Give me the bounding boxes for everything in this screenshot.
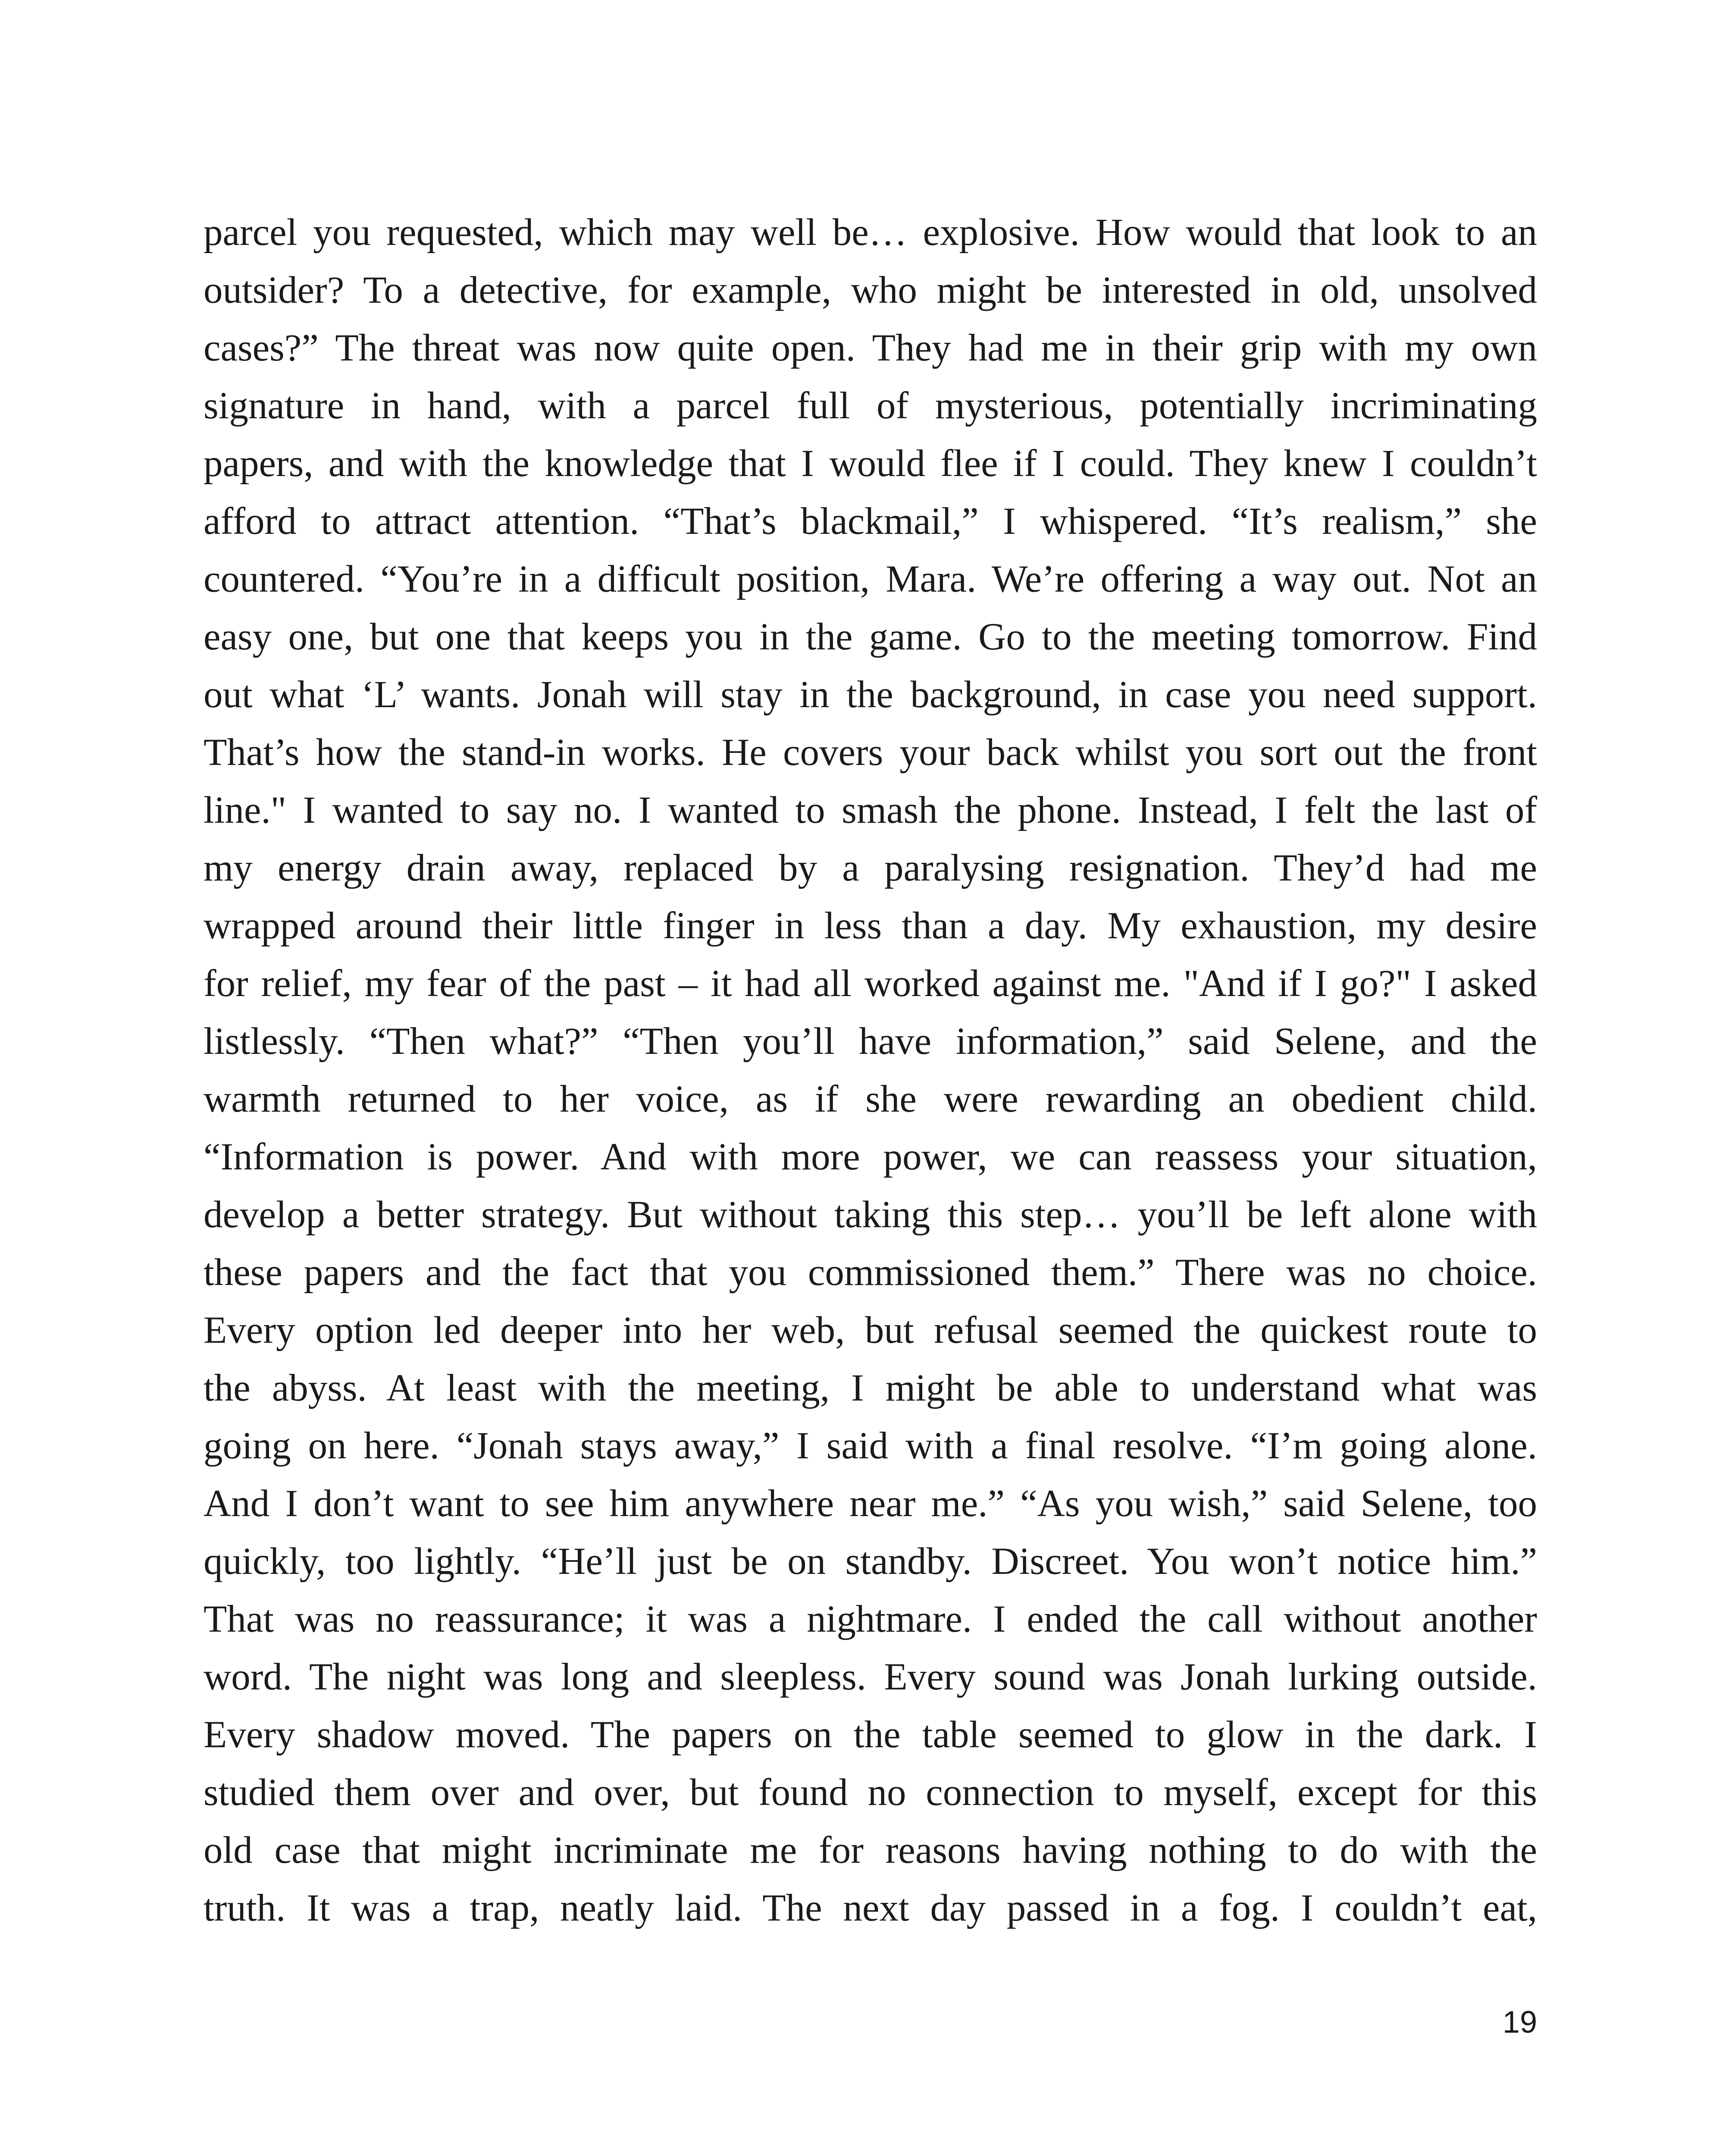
text-line: parcel you requested, which may well be… explosive. How would that look to an <box>204 211 1537 254</box>
text-line: That was no reassurance; it was a nightmare. I ended the call without another <box>204 1598 1537 1640</box>
text-line: out what ‘L’ wants. Jonah will stay in the background, in case you need support. <box>204 674 1537 716</box>
text-line: quickly, too lightly. “He’ll just be on standby. Discreet. You won’t notice him.” <box>204 1540 1537 1583</box>
text-line: going on here. “Jonah stays away,” I said with a final resolve. “I’m going alone. <box>204 1425 1537 1467</box>
text-line: develop a better strategy. But without taking this step… you’ll be left alone with <box>204 1194 1537 1236</box>
text-line: signature in hand, with a parcel full of mysterious, potentially incriminating <box>204 385 1537 427</box>
text-line: And I don’t want to see him anywhere near me.” “As you wish,” said Selene, too <box>204 1482 1537 1525</box>
text-line: easy one, but one that keeps you in the game. Go to the meeting tomorrow. Find <box>204 616 1537 658</box>
text-line: That’s how the stand-in works. He covers your back whilst you sort out the front <box>204 731 1537 774</box>
text-line: my energy drain away, replaced by a paralysing resignation. They’d had me <box>204 847 1537 889</box>
text-line: for relief, my fear of the past – it had all worked against me. "And if I go?" I asked <box>204 962 1537 1005</box>
text-line: truth. It was a trap, neatly laid. The next day passed in a fog. I couldn’t eat, <box>204 1887 1537 1929</box>
text-line: outsider? To a detective, for example, who might be interested in old, unsolved <box>204 269 1537 311</box>
text-line: old case that might incriminate me for reasons having nothing to do with the <box>204 1829 1537 1871</box>
text-line: the abyss. At least with the meeting, I might be able to understand what was <box>204 1367 1537 1409</box>
body-text <box>204 204 1537 1937</box>
text-line: studied them over and over, but found no connection to myself, except for this <box>204 1771 1537 1814</box>
text-line: warmth returned to her voice, as if she were rewarding an obedient child. <box>204 1078 1537 1120</box>
text-line: “Information is power. And with more power, we can reassess your situation, <box>204 1136 1537 1178</box>
text-line: afford to attract attention. “That’s blackmail,” I whispered. “It’s realism,” she <box>204 500 1537 542</box>
text-line: Every shadow moved. The papers on the table seemed to glow in the dark. I <box>204 1714 1537 1756</box>
text-line: listlessly. “Then what?” “Then you’ll have information,” said Selene, and the <box>204 1020 1537 1062</box>
text-line: countered. “You’re in a difficult position, Mara. We’re offering a way out. Not an <box>204 558 1537 600</box>
text-line: papers, and with the knowledge that I would flee if I could. They knew I couldn’t <box>204 442 1537 485</box>
text-line: word. The night was long and sleepless. Every sound was Jonah lurking outside. <box>204 1656 1537 1698</box>
page-number: 19 <box>1502 2005 1537 2040</box>
text-line: these papers and the fact that you commissioned them.” There was no choice. <box>204 1251 1537 1294</box>
text-line: cases?” The threat was now quite open. They had me in their grip with my own <box>204 327 1537 369</box>
text-line: line." I wanted to say no. I wanted to smash the phone. Instead, I felt the last of <box>204 789 1537 831</box>
text-line: Every option led deeper into her web, but refusal seemed the quickest route to <box>204 1309 1537 1351</box>
text-line: wrapped around their little finger in less than a day. My exhaustion, my desire <box>204 905 1537 947</box>
